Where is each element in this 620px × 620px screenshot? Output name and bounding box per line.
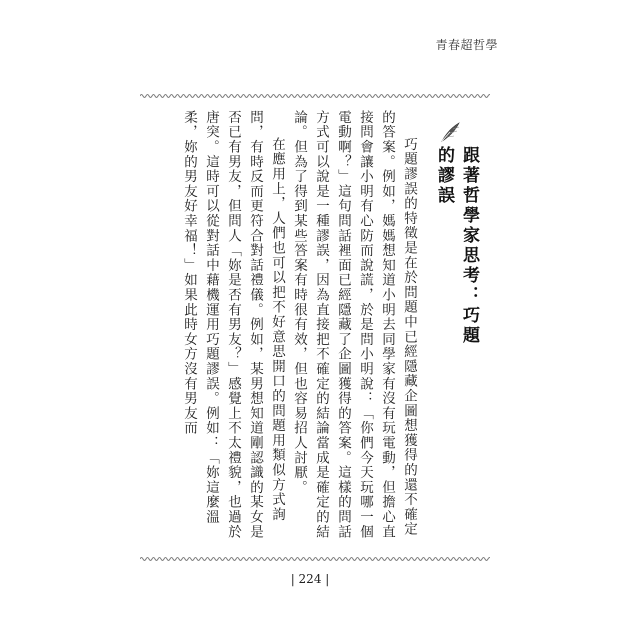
quill-pen-icon bbox=[438, 120, 462, 144]
page-number: | 224 | bbox=[290, 572, 330, 586]
section-heading bbox=[428, 120, 479, 360]
running-head: 青春超哲學 bbox=[435, 38, 498, 52]
top-wavy-rule bbox=[140, 93, 490, 99]
paragraph-1: 巧題謬誤的特徵是在於問題中已經隱藏企圖想獲得的還不確定的答案。例如，媽媽想知道小明去同學家有沒有玩電動，但擔心直接問會讓小明有心防而說謊，於是問小明說：「你們今天玩哪一個電動啊？」這句問話裡面已經隱藏了企圖獲得的答案。這樣的問話方式可以說是一種謬誤，因為直接把不確定的結論當成是確定的結論。但為了得到某些答案有時很有效，但也容易招人討厭。 bbox=[291, 110, 417, 540]
body-text bbox=[150, 110, 420, 550]
section-heading-text: 跟著哲學家思考：巧題的謬誤 bbox=[434, 146, 479, 346]
bottom-wavy-rule bbox=[140, 556, 490, 562]
page-number-value: 224 bbox=[298, 572, 322, 586]
paragraph-2: 在應用上，人們也可以把不好意思開口的問題用類似方式詢問，有時反而更符合對話禮儀。例如，某男想知道剛認識的某女是否已有男友，但問人「妳是否有男友？」感覺上不太禮貌，也過於唐突。這時可以從對話中藉機運用巧題謬誤。例如：「妳這麼溫柔，妳的男友好幸福！」如果此時女方沒有男友而 bbox=[181, 110, 285, 540]
